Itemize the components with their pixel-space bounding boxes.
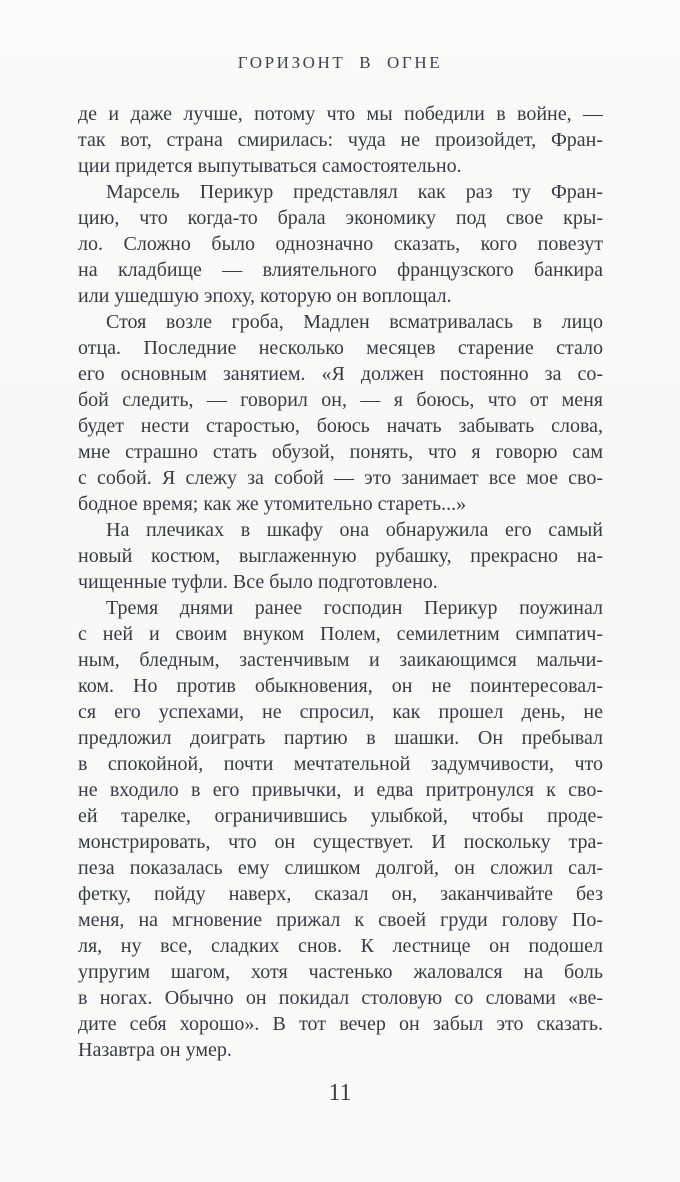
text-line: мне страшно стать обузой, понять, что я говорю сам [78, 441, 603, 463]
text-block [78, 101, 603, 1063]
text-line: ля, ну все, сладких снов. К лестнице он подошел [78, 935, 603, 957]
text-line: пеза показалась ему слишком долгой, он сложил сал- [78, 857, 603, 879]
text-line: фетку, пойду наверх, сказал он, заканчивайте без [78, 883, 603, 905]
text-line: упругим шагом, хотя частенько жаловался на боль [78, 961, 603, 983]
text-line: так вот, страна смирилась: чуда не произойдет, Фран- [78, 129, 603, 151]
text-line: монстрировать, что он существует. И поскольку тра- [78, 831, 603, 853]
text-line: ции придется выпутываться самостоятельно. [78, 155, 462, 177]
text-line: не входило в его привычки, и едва притронулся к сво- [78, 779, 603, 801]
text-line: бой следить, — говорил он, — я боюсь, что от меня [78, 389, 603, 411]
text-line: дите себя хорошо». В тот вечер он забыл это сказать. [78, 1013, 603, 1035]
text-line: новый костюм, выглаженную рубашку, прекрасно на- [78, 545, 603, 567]
text-line: На плечиках в шкафу она обнаружила его самый [106, 519, 603, 541]
text-line: его основным занятием. «Я должен постоянно за со- [78, 363, 603, 385]
text-line: чищенные туфли. Все было подготовлено. [78, 571, 438, 593]
running-title: ГОРИЗОНТ В ОГНЕ [237, 53, 443, 72]
text-line: с ней и своим внуком Полем, семилетним симпатич- [78, 623, 603, 645]
text-line: Стоя возле гроба, Мадлен всматривалась в лицо [106, 311, 603, 333]
text-line: Назавтра он умер. [78, 1039, 232, 1061]
text-line: бодное время; как же утомительно стареть...» [78, 493, 467, 515]
text-line: ным, бледным, застенчивым и заикающимся мальчи- [78, 649, 603, 671]
page-number: 11 [328, 1080, 352, 1106]
text-line: будет нести старостью, боюсь начать забывать слова, [78, 415, 603, 437]
text-line: предложил доиграть партию в шашки. Он пребывал [78, 727, 603, 749]
text-line: де и даже лучше, потому что мы победили в войне, — [78, 103, 603, 125]
text-line: в ногах. Обычно он покидал столовую со словами «ве- [78, 987, 603, 1009]
text-line: на кладбище — влиятельного французского банкира [78, 259, 603, 281]
text-line: Тремя днями ранее господин Перикур поужинал [106, 597, 603, 619]
text-line: ком. Но против обыкновения, он не поинтересовал- [78, 675, 603, 697]
text-line: меня, на мгновение прижал к своей груди голову По- [78, 909, 603, 931]
text-line: с собой. Я слежу за собой — это занимает все мое сво- [78, 467, 603, 489]
text-line: в спокойной, почти мечтательной задумчивости, что [78, 753, 603, 775]
text-line: Марсель Перикур представлял как раз ту Фран- [106, 181, 603, 203]
text-line: или ушедшую эпоху, которую он воплощал. [78, 285, 452, 307]
text-line: ло. Сложно было однозначно сказать, кого повезут [78, 233, 603, 255]
text-line: отца. Последние несколько месяцев старение стало [78, 337, 603, 359]
text-line: цию, что когда-то брала экономику под свое кры- [78, 207, 603, 229]
text-line: ей тарелке, ограничившись улыбкой, чтобы проде- [78, 805, 603, 827]
text-line: ся его успехами, не спросил, как прошел день, не [78, 701, 603, 723]
